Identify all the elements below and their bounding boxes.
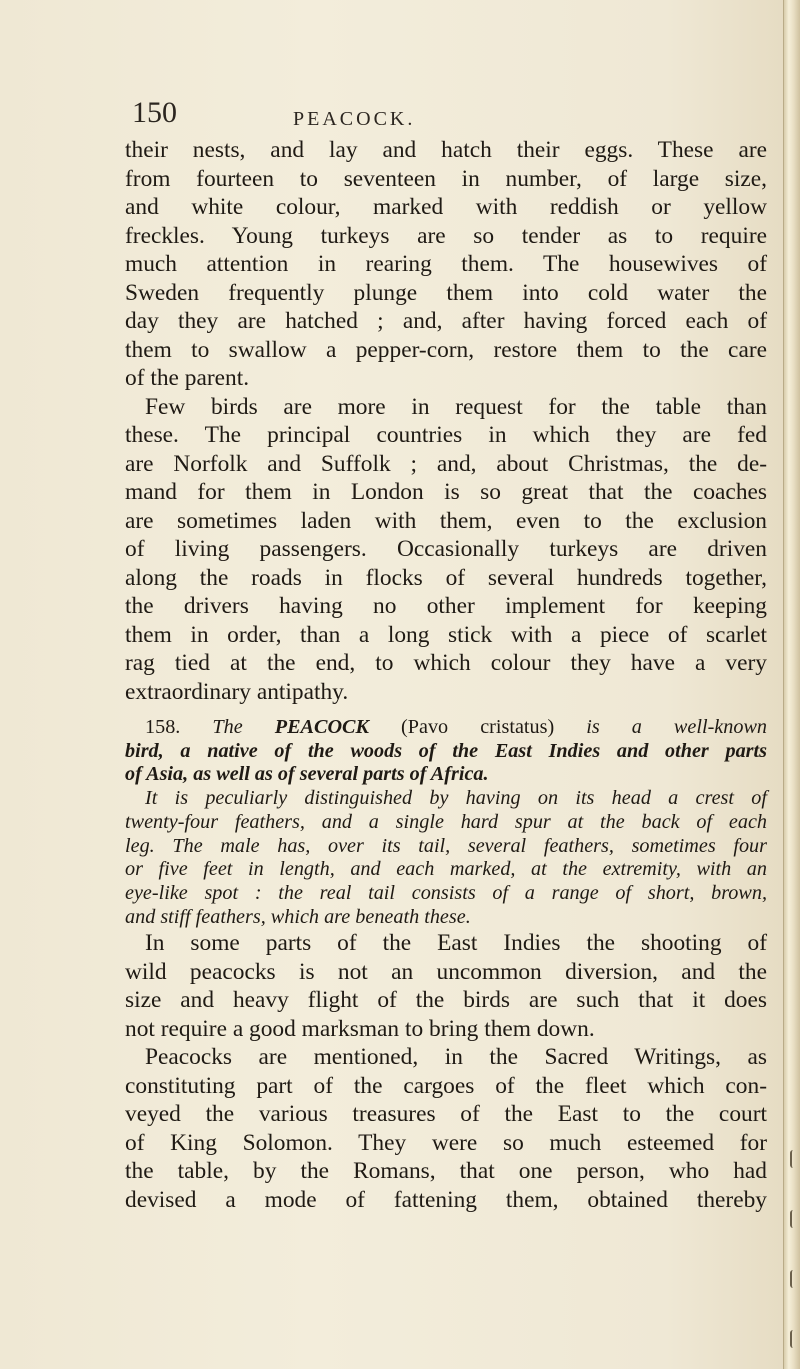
text-line: freckles. Young turkeys are so tender as to require [125, 222, 767, 249]
description-line: eye-like spot : the real tail consists of a range of short, brown, [125, 881, 767, 904]
text-line: the drivers having no other implement for keeping [125, 593, 767, 619]
text-line: much attention in rearing them. The housewives of [125, 251, 767, 277]
running-head: PEACOCK. [293, 108, 416, 130]
text-line: the table, by the Romans, that one person, who had [125, 1158, 767, 1185]
text-line: of Asia, as well as of several parts of Africa. [125, 763, 489, 786]
description-line: It is peculiarly distinguished by having on its head a crest of [145, 787, 767, 810]
text-line: are sometimes laden with them, even to the exclusion [125, 507, 767, 534]
entry-article: The [212, 716, 243, 738]
text-line: Sweden frequently plunge them into cold water the [125, 279, 767, 306]
text-line: Peacocks are mentioned, in the Sacred Writings, as [145, 1044, 767, 1071]
text-line: devised a mode of fattening them, obtained thereby [125, 1186, 767, 1213]
text-line: wild peacocks is not an uncommon diversion, and the [125, 958, 767, 985]
text-line: size and heavy flight of the birds are such that it does [125, 987, 767, 1014]
edge-mark [790, 1330, 797, 1348]
text-line: of living passengers. Occasionally turkeys are driven [125, 536, 767, 562]
description-line: twenty-four feathers, and a single hard spur at the back of each [125, 810, 767, 833]
entry-peacock [125, 716, 767, 929]
text-line: from fourteen to seventeen in number, of large size, [125, 165, 767, 192]
text-line: along the roads in flocks of several hundreds together, [125, 564, 767, 591]
edge-mark [790, 1210, 797, 1228]
body-text [125, 136, 767, 1214]
description-line: leg. The male has, over its tail, several feathers, sometimes four [125, 834, 767, 857]
page-number: 150 [132, 96, 177, 129]
description-line: and stiff feathers, which are beneath these. [125, 905, 471, 928]
paragraph-peacock-shooting [125, 929, 767, 1043]
entry-number: 158. [145, 716, 181, 738]
entry-title: PEACOCK [274, 716, 369, 738]
text-line: not require a good marksman to bring them down. [125, 1015, 595, 1042]
description-line: or five feet in length, and each marked, at the extremity, with an [125, 858, 767, 881]
edge-mark [790, 1150, 797, 1168]
entry-latin-name: (Pavo cristatus) [401, 716, 555, 738]
paragraph-turkey-eggs [125, 136, 767, 393]
text-line: and white colour, marked with reddish or yellow [125, 194, 767, 220]
text-line: them to swallow a pepper-corn, restore them to the care [125, 336, 767, 363]
text-line: bird, a native of the woods of the East Indies and other parts [125, 739, 767, 762]
edge-mark [790, 1270, 797, 1288]
text-line: mand for them in London is so great that the coaches [125, 479, 767, 505]
text-line: veyed the various treasures of the East to the court [125, 1101, 767, 1128]
text-line: Few birds are more in request for the table than [145, 393, 767, 420]
text-line: of King Solomon. They were so much esteemed for [125, 1129, 767, 1156]
entry-text: is a well-known [586, 716, 768, 738]
text-line: are Norfolk and Suffolk ; and, about Christmas, the de- [125, 450, 767, 477]
text-line: these. The principal countries in which they are fed [125, 422, 767, 448]
text-line: extraordinary antipathy. [125, 678, 349, 705]
entry-heading-line [125, 716, 767, 740]
text-line: of the parent. [125, 365, 250, 391]
text-line: them in order, than a long stick with a piece of scarlet [125, 621, 767, 648]
text-line: their nests, and lay and hatch their eggs. These are [125, 137, 767, 163]
text-line: In some parts of the East Indies the shooting of [145, 930, 767, 957]
paragraph-turkey-table [125, 393, 767, 707]
text-line: day they are hatched ; and, after having forced each of [125, 308, 767, 334]
text-line: constituting part of the cargoes of the fleet which con- [125, 1072, 767, 1099]
page-edge [783, 0, 800, 1369]
text-line: rag tied at the end, to which colour they have a very [125, 650, 767, 676]
page-header [132, 96, 732, 132]
paragraph-peacock-history [125, 1043, 767, 1214]
